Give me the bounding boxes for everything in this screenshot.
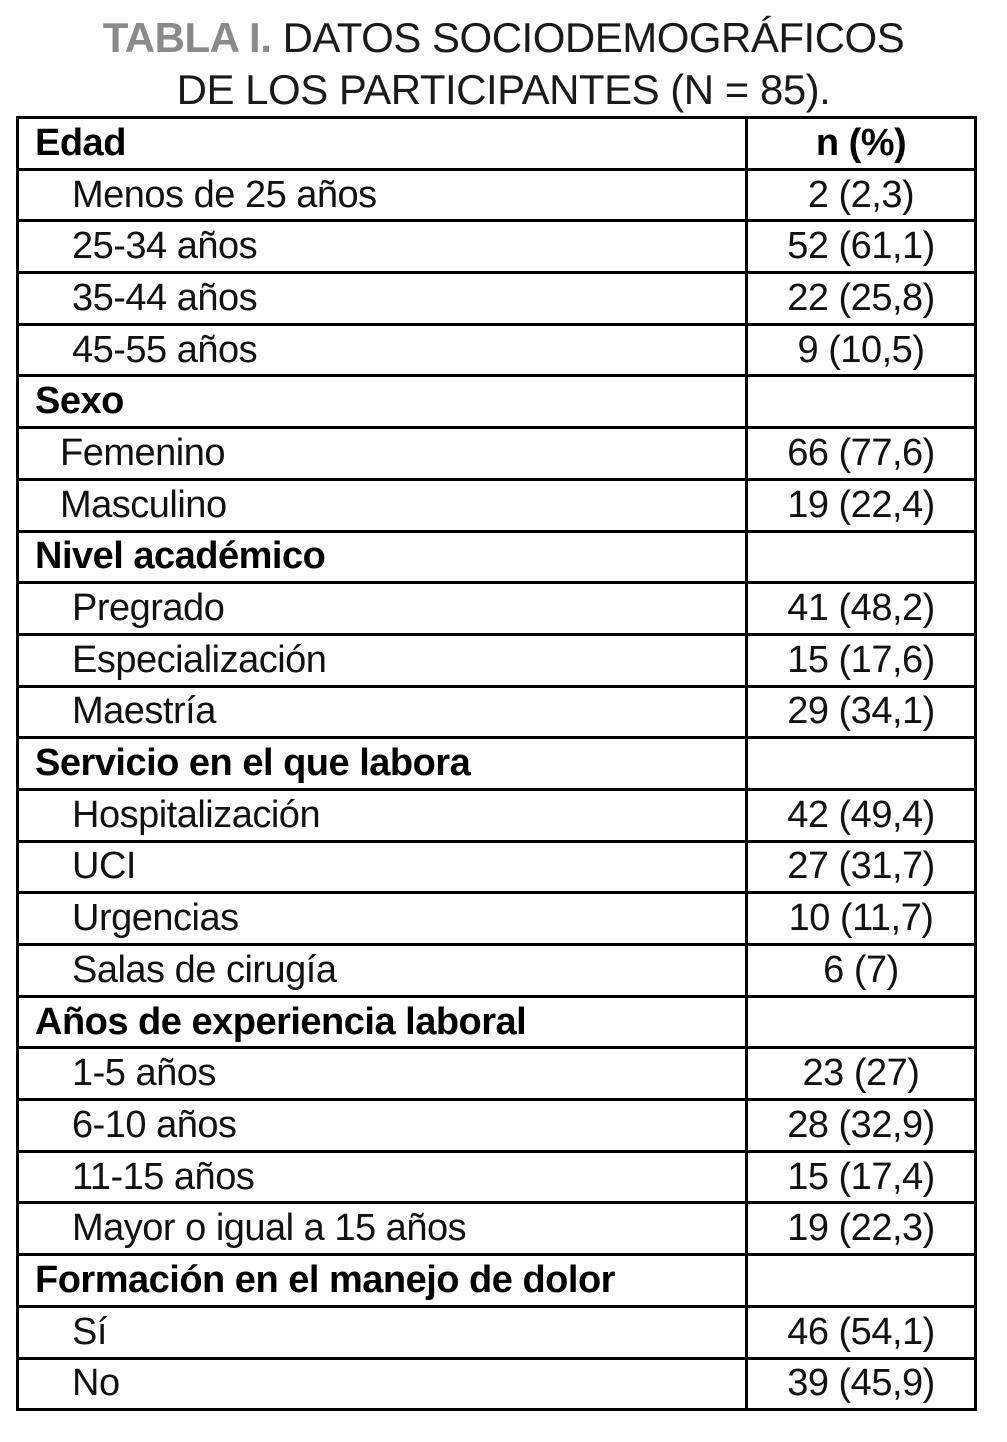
table-row [19,481,974,533]
row-label: Masculino [19,481,748,530]
table-row [19,429,974,481]
table-row [19,739,974,791]
row-label: Hospitalización [19,791,748,840]
table-row [19,998,974,1050]
table-title-line2: DE LOS PARTICIPANTES (N = 85). [176,66,831,113]
row-label: UCI [19,843,748,892]
row-value: 19 (22,4) [787,483,935,526]
row-label: 6-10 años [19,1101,748,1150]
row-value: 22 (25,8) [787,276,935,319]
row-value: 66 (77,6) [787,431,935,474]
row-label: Sí [19,1308,748,1357]
category-label: Sexo [19,377,748,426]
row-value: 27 (31,7) [787,845,935,888]
table-row [19,326,974,378]
row-label: Menos de 25 años [19,171,748,220]
table-row [19,1204,974,1256]
row-label: Mayor o igual a 15 años [19,1204,748,1253]
column-header-value: n (%) [815,121,907,164]
table-title [0,12,1007,116]
table-row [19,1360,974,1409]
table-number-label: TABLA I. [102,14,272,61]
row-value: 9 (10,5) [797,328,925,371]
row-value: 6 (7) [823,948,899,991]
table-row [19,171,974,223]
table-row [19,843,974,895]
table-row [19,688,974,740]
row-value: 15 (17,6) [787,638,935,681]
table-row [19,894,974,946]
row-label: No [19,1360,748,1409]
table-title-text: DATOS SOCIODEMOGRÁFICOS [282,14,905,61]
row-label: 45-55 años [19,326,748,375]
table-row [19,1049,974,1101]
table-row [19,274,974,326]
row-value [748,739,974,788]
row-value [748,998,974,1047]
table-row [19,584,974,636]
table-row [19,1256,974,1308]
row-label: 35-44 años [19,274,748,323]
row-label: 25-34 años [19,222,748,271]
table-row [19,791,974,843]
table-row [19,1153,974,1205]
table-row [19,533,974,585]
row-value: 19 (22,3) [787,1207,935,1250]
table-row [19,1101,974,1153]
row-value: 41 (48,2) [787,587,935,630]
row-label: Pregrado [19,584,748,633]
table-title-line1 [0,12,1007,64]
row-label: 1-5 años [19,1049,748,1098]
category-label: Servicio en el que labora [19,739,748,788]
row-value: 23 (27) [802,1052,920,1095]
table-row [19,1308,974,1360]
category-label: Formación en el manejo de dolor [19,1256,748,1305]
row-label: Urgencias [19,894,748,943]
row-label: Maestría [19,688,748,737]
table-row [19,636,974,688]
row-value: 10 (11,7) [788,897,934,940]
column-header-label: Edad [19,119,748,168]
row-value: 15 (17,4) [787,1155,935,1198]
sociodemographic-table [16,116,977,1411]
row-value: 29 (34,1) [787,690,935,733]
category-label: Nivel académico [19,533,748,582]
table-header-row [19,119,974,171]
table-row [19,946,974,998]
table-row [19,222,974,274]
table-row [19,377,974,429]
row-value [748,1256,974,1305]
category-label: Años de experiencia laboral [19,998,748,1047]
row-value [748,533,974,582]
row-label: Femenino [19,429,748,478]
row-value [748,377,974,426]
row-value: 2 (2,3) [807,173,915,216]
row-label: Especialización [19,636,748,685]
row-label: 11-15 años [19,1153,748,1202]
row-value: 42 (49,4) [787,793,935,836]
row-value: 46 (54,1) [787,1310,935,1353]
row-value: 52 (61,1) [787,225,935,268]
row-value: 28 (32,9) [787,1103,935,1146]
row-label: Salas de cirugía [19,946,748,995]
row-value: 39 (45,9) [787,1362,935,1405]
